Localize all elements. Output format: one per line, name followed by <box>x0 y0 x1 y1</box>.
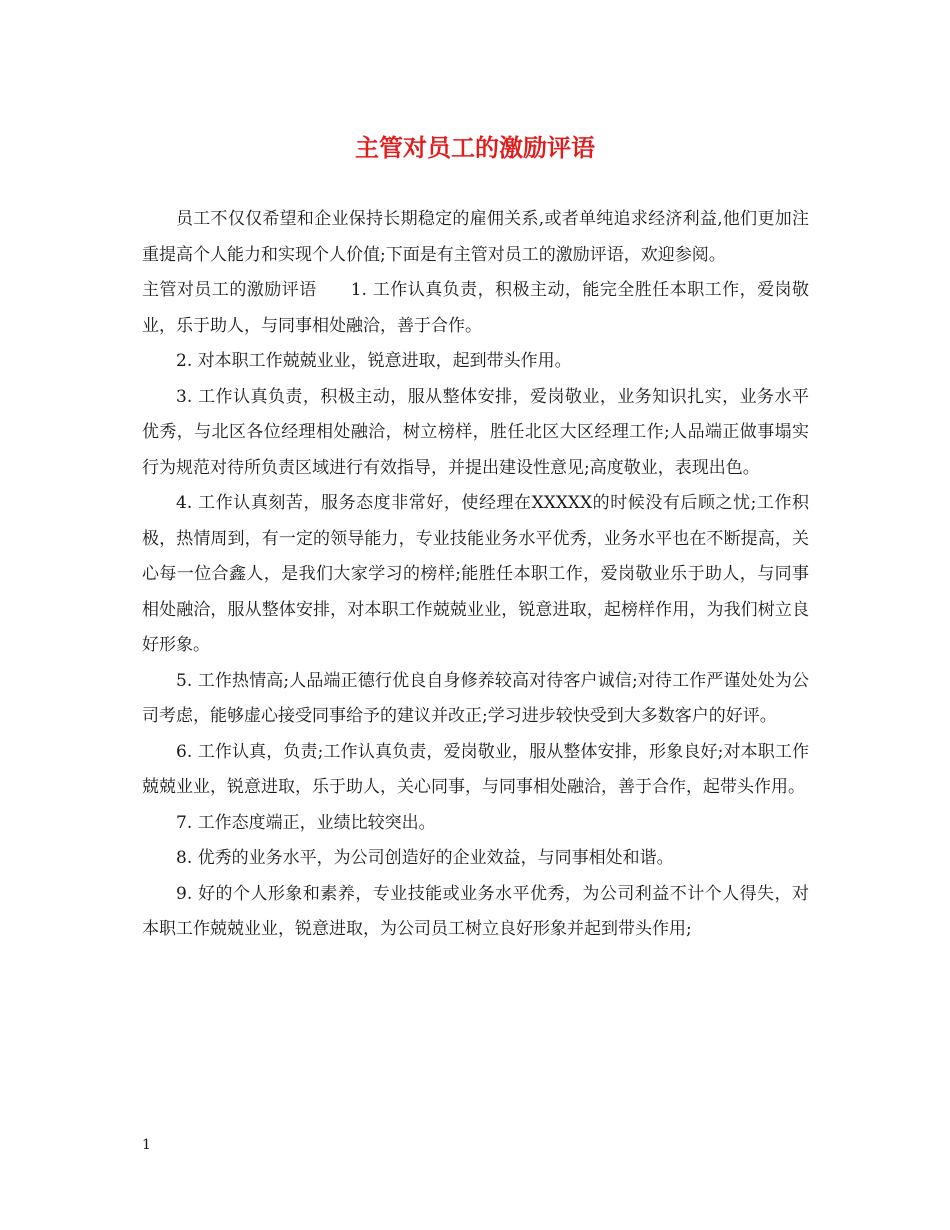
item-9: 9. 好的个人形象和素养，专业技能或业务水平优秀，为公司利益不计个人得失，对本职工作兢兢业业，锐意进取，为公司员工树立良好形象并起到带头作用; <box>142 883 809 939</box>
intro-paragraph: 员工不仅仅希望和企业保持长期稳定的雇佣关系,或者单纯追求经济利益,他们更加注重提高个人能力和实现个人价值;下面是有主管对员工的激励评语，欢迎参阅。 <box>142 209 809 265</box>
section-label: 主管对员工的激励评语 <box>142 280 317 300</box>
item-5: 5. 工作热情高;人品端正德行优良自身修养较高对待客户诚信;对待工作严谨处处为公司考虑，能够虚心接受同事给予的建议并改正;学习进步较快受到大多数客户的好评。 <box>142 670 809 726</box>
item-2: 2. 对本职工作兢兢业业，锐意进取，起到带头作用。 <box>176 351 572 371</box>
section-first-paragraph <box>142 273 809 344</box>
item-1: 1. 工作认真负责，积极主动，能完全胜任本职工作，爱岗敬业，乐于助人，与同事相处融洽，善于合作。 <box>142 280 810 336</box>
item-6: 6. 工作认真，负责;工作认真负责，爱岗敬业，服从整体安排，形象良好;对本职工作兢兢业业，锐意进取，乐于助人，关心同事，与同事相处融洽，善于合作，起带头作用。 <box>142 741 809 797</box>
item-7: 7. 工作态度端正，业绩比较突出。 <box>176 812 436 833</box>
item-3: 3. 工作认真负责，积极主动，服从整体安排，爱岗敬业，业务知识扎实，业务水平优秀，与北区各位经理相处融洽，树立榜样，胜任北区大区经理工作;人品端正做事塌实行为规范对待所负责区域进行有效指导，并提出建设性意见;高度敬业，表现出色。 <box>142 386 809 478</box>
page-number: 1 <box>142 1137 151 1153</box>
document-title: 主管对员工的激励评语 <box>355 133 595 162</box>
document-body <box>142 202 809 948</box>
item-4: 4. 工作认真刻苦，服务态度非常好，使经理在XXXXX的时候没有后顾之忧;工作积极，热情周到，有一定的领导能力，专业技能业务水平优秀，业务水平也在不断提高，关心每一位合鑫人，是我们大家学习的榜样;能胜任本职工作，爱岗敬业乐于助人，与同事相处融洽，服从整体安排，对本职工作兢兢业业，锐意进取，起榜样作用，为我们树立良好形象。 <box>142 493 809 655</box>
item-8: 8. 优秀的业务水平，为公司创造好的企业效益，与同事相处和谐。 <box>176 848 674 868</box>
